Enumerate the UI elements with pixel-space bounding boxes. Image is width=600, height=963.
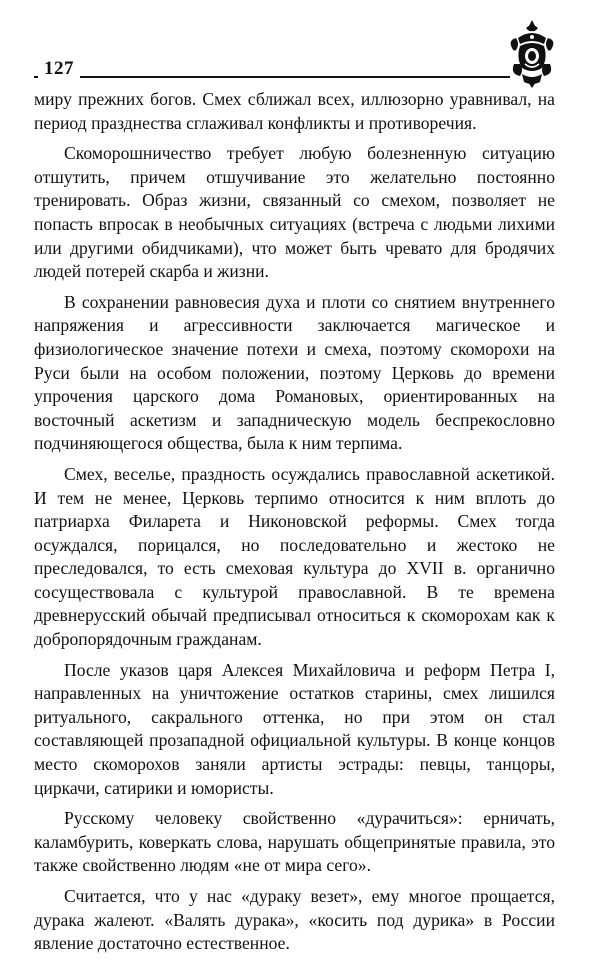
paragraph: Русскому человеку свойственно «дурачиться»: ерничать, каламбурить, коверкать слова, нарушать общепринятые правила, это также свойственно людям «не от мира сего».: [34, 808, 555, 876]
ornamental-emblem-icon: [506, 18, 558, 88]
page-header: [0, 0, 600, 96]
paragraph: Скоморошничество требует любую болезненную ситуацию отшутить, причем отшучивание это желательно постоянно тренировать. Образ жизни, связанный со смехом, позволяет не попасть впросак в необычных ситуациях (встреча с людьми лихими или другими обидчиками), что может быть чревато для бродячих людей потерей скарба и жизни.: [34, 143, 555, 282]
paragraph: миру прежних богов. Смех сближал всех, иллюзорно уравнивал, на период празднества сглаживал конфликты и противоречия.: [34, 89, 555, 133]
page-number: 127: [38, 58, 80, 80]
paragraph: В сохранении равновесия духа и плоти со снятием внутреннего напряжения и агрессивности заключается магическое и физиологическое значение потехи и смеха, поэтому скоморохи на Руси были на особом положении, поэтому Церковь до времени упрочения царского дома Романовых, ориентированных на восточный аскетизм и западническую модель беспрекословно подчиняющегося общества, была к ним терпима.: [34, 291, 555, 454]
header-rule: [34, 76, 510, 78]
paragraph: После указов царя Алексея Михайловича и реформ Петра I, направленных на уничтожение остатков старины, смех лишился ритуального, сакрального оттенка, но при этом он стал составляющей прозападной официальной культуры. В конце концов место скоморохов заняли артисты эстрады: певцы, танцоры, циркачи, сатирики и юмористы.: [34, 659, 555, 798]
page-body: [34, 88, 555, 963]
paragraph: Считается, что у нас «дураку везет», ему многое прощается, дурака жалеют. «Валять дурака», «косить под дурика» в России явление достаточно естественное.: [34, 886, 555, 954]
paragraph: Смех, веселье, праздность осуждались православной аскетикой. И тем не менее, Церковь терпимо относится к ним вплоть до патриарха Филарета и Никоновской реформы. Смех тогда осуждался, порицался, но последовательно и жестоко не преследовался, то есть смеховая культура до XVII в. органично сосуществовала с культурой православной. В те времена древнерусский обычай предписывал относиться к скоморохам как к добропорядочным гражданам.: [34, 463, 555, 650]
